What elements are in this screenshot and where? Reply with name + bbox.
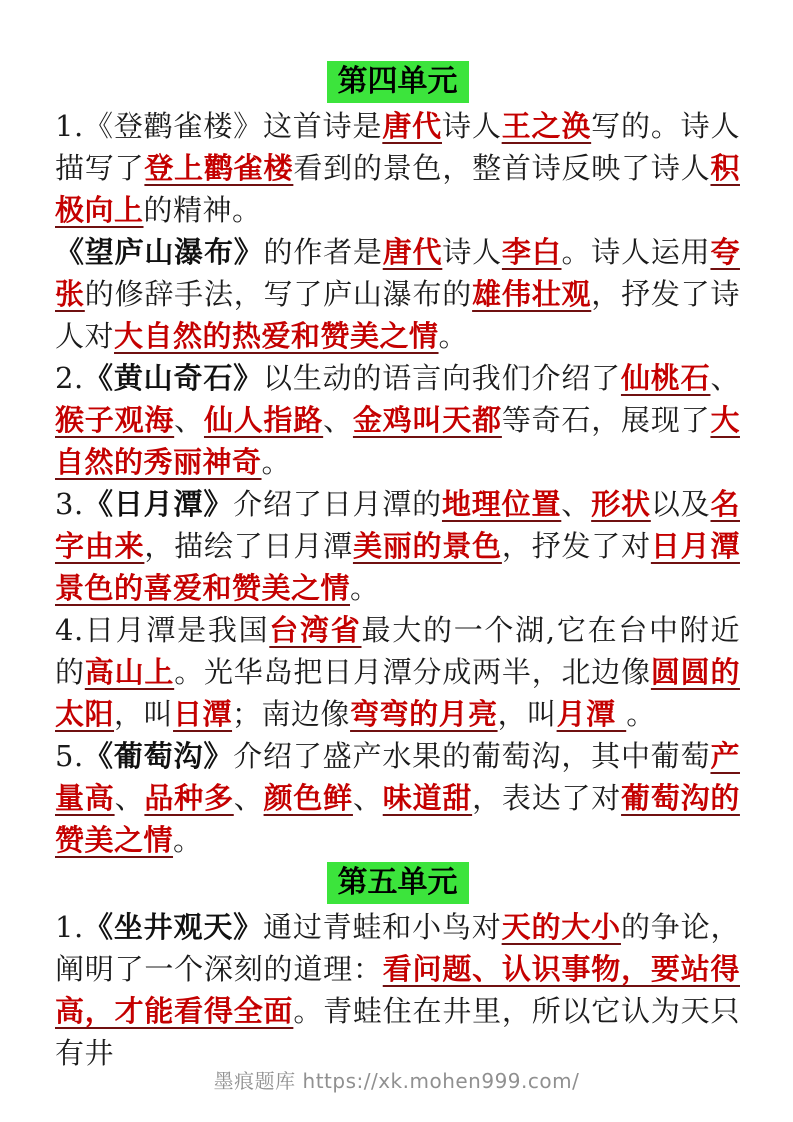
- text-run: 、: [561, 487, 592, 521]
- text-run: 。: [350, 571, 380, 605]
- keyword-highlight: 日潭: [173, 697, 233, 731]
- text-run: 。: [438, 319, 469, 353]
- unit-header-1: 第四单元: [327, 61, 469, 103]
- keyword-highlight: 颜色鲜: [263, 781, 353, 815]
- text-run: 等奇石，展现了: [501, 403, 711, 437]
- paragraph: [55, 483, 740, 609]
- paragraph: [55, 231, 740, 357]
- keyword-highlight: 日月潭景色的喜爱和赞美之情: [55, 529, 740, 605]
- paragraph: [55, 357, 740, 483]
- text-run: 。光华岛把日月潭分成两半，北边像: [174, 655, 651, 689]
- keyword-highlight: 仙人指路: [203, 403, 324, 437]
- keyword-highlight: 形状: [591, 487, 651, 521]
- text-run: 介绍了日月潭的: [233, 487, 442, 521]
- keyword-highlight: 仙桃石: [620, 361, 711, 395]
- keyword-highlight: 大自然的秀丽神奇: [55, 403, 740, 479]
- footer-watermark: 墨痕题库 https://xk.mohen999.com/: [213, 1069, 580, 1093]
- text-run: ，抒发了诗人对: [55, 277, 740, 353]
- keyword-highlight: 地理位置: [441, 487, 562, 521]
- keyword-highlight: 金鸡叫天都: [352, 403, 502, 437]
- text-run: ；南边像: [232, 697, 351, 731]
- keyword-highlight: 月潭: [556, 697, 627, 731]
- text-run: 看到的景色，整首诗反映了诗人: [293, 151, 711, 185]
- text-run: 、: [174, 403, 204, 437]
- unit-header-row: [55, 862, 740, 904]
- text-run: 以生动的语言向我们介绍了: [262, 361, 621, 395]
- text-run: ，描绘了日月潭: [144, 529, 353, 563]
- text-run: 最大的一个湖,它在台中附近的: [55, 613, 740, 689]
- keyword-highlight: 品种多: [144, 781, 234, 815]
- keyword-highlight: 高山上: [84, 655, 175, 689]
- text-run: 2.: [55, 361, 84, 395]
- text-run: 的精神。: [143, 193, 262, 227]
- text-run: 4.日月潭是我国: [55, 613, 270, 647]
- unit-header-row: [55, 61, 740, 103]
- keyword-highlight: 美丽的景色: [352, 529, 502, 563]
- text-run: 、: [710, 361, 740, 395]
- keyword-highlight: 名字由来: [55, 487, 740, 563]
- keyword-highlight: 猴子观海: [55, 403, 175, 437]
- keyword-highlight: 看问题、认识事物，要站得高，才能看得全面: [55, 952, 740, 1028]
- unit-header-2: 第五单元: [327, 862, 469, 904]
- text-run: 。青蛙住在井里，所以它认为天只有井: [55, 994, 740, 1070]
- book-title: 《黄山奇石》: [83, 361, 263, 395]
- book-title: 《葡萄沟》: [83, 739, 234, 773]
- keyword-highlight: 大自然的热爱和赞美之情: [114, 319, 439, 353]
- keyword-highlight: 积极向上: [55, 151, 740, 227]
- book-title: 《日月潭》: [83, 487, 234, 521]
- text-run: 写的。诗人描写了: [55, 109, 740, 185]
- keyword-highlight: 雄伟壮观: [472, 277, 592, 311]
- keyword-highlight: 味道甜: [382, 781, 473, 815]
- text-run: 的争论，阐明了一个深刻的道理：: [55, 910, 740, 986]
- text-run: ，叫: [114, 697, 174, 731]
- paragraph: [55, 906, 740, 1074]
- text-run: ，抒发了对: [501, 529, 651, 563]
- keyword-highlight: 登上鹳雀楼: [144, 151, 294, 185]
- text-run: 3.: [55, 487, 84, 521]
- keyword-highlight: 弯弯的月亮: [350, 697, 498, 731]
- text-run: 。: [261, 445, 292, 479]
- text-run: ，叫: [497, 697, 557, 731]
- keyword-highlight: 李白: [501, 235, 562, 269]
- text-run: 、: [352, 781, 383, 815]
- book-title: 《望庐山瀑布》: [55, 235, 264, 269]
- document-body: [55, 60, 740, 1074]
- text-run: 5.: [55, 739, 84, 773]
- paragraph: [55, 609, 740, 735]
- keyword-highlight: 产量高: [55, 739, 740, 815]
- text-run: 的作者是: [263, 235, 383, 269]
- text-run: 1.: [55, 910, 84, 944]
- paragraph: [55, 735, 740, 861]
- text-run: 介绍了盛产水果的葡萄沟，其中葡萄: [233, 739, 711, 773]
- keyword-highlight: 台湾省: [269, 613, 362, 647]
- keyword-highlight: 唐代: [382, 235, 443, 269]
- keyword-highlight: 天的大小: [501, 910, 621, 944]
- text-run: 、: [233, 781, 264, 815]
- paragraph: [55, 105, 740, 231]
- keyword-highlight: 唐代: [382, 109, 442, 143]
- text-run: 、: [114, 781, 145, 815]
- text-run: 。诗人运用: [561, 235, 711, 269]
- text-run: 诗人: [441, 109, 502, 143]
- keyword-highlight: 夸张: [55, 235, 740, 311]
- text-run: 的修辞手法，写了庐山瀑布的: [84, 277, 473, 311]
- text-run: 1.《登鹳雀楼》这首诗是: [55, 109, 383, 143]
- keyword-highlight: 葡萄沟的赞美之情: [55, 781, 740, 857]
- text-run: 以及: [650, 487, 711, 521]
- text-run: 通过青蛙和小鸟对: [262, 910, 502, 944]
- text-run: 。: [173, 823, 203, 857]
- text-run: 。: [626, 697, 656, 731]
- text-run: ，表达了对: [472, 781, 622, 815]
- text-run: 、: [323, 403, 353, 437]
- text-run: 诗人: [442, 235, 502, 269]
- keyword-highlight: 王之涣: [501, 109, 592, 143]
- book-title: 《坐井观天》: [83, 910, 263, 944]
- keyword-highlight: 圆圆的太阳: [55, 655, 740, 731]
